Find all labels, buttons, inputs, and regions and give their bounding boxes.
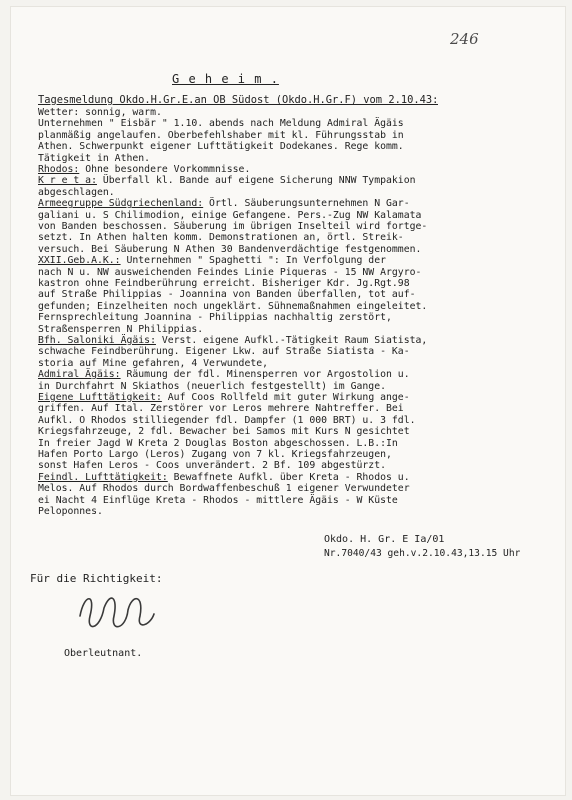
body-line: auf Straße Philippias - Joannina von Banden überfallen, tot auf- [38, 289, 416, 301]
sender-office: Okdo. H. Gr. E Ia/01 [324, 534, 445, 545]
body-line: storia auf Mine gefahren, 4 Verwundete, [38, 357, 269, 369]
body-line: setzt. In Athen halten komm. Demonstrationen an, örtl. Streik- [38, 232, 404, 244]
body-line: kastron ohne Feindberührung erreicht. Bisheriger Kdr. Jg.Rgt.98 [38, 278, 410, 289]
body-line: Melos. Auf Rhodos durch Bordwaffenbeschuß 1 eigener Verwundeter [38, 483, 410, 495]
body-line: galiani u. S Chilimodion, einige Gefangene. Pers.-Zug NW Kalamata [38, 209, 422, 221]
body-line: Eigene Lufttätigkeit: Auf Coos Rollfeld mit guter Wirkung ange- [38, 392, 410, 403]
body-line: in Durchfahrt N Skiathos (neuerlich festgestellt) im Gange. [38, 380, 386, 392]
body-line: Bfh. Saloniki Ägäis: Verst. eigene Aufkl.-Tätigkeit Raum Siatista, [38, 335, 428, 346]
body-line: ei Nacht 4 Einflüge Kreta - Rhodos - mittlere Ägäis - W Küste [38, 494, 398, 506]
body-line: Unternehmen " Eisbär " 1.10. abends nach Meldung Admiral Ägäis [38, 118, 404, 130]
body-line: Straßensperren N Philippias. [38, 323, 204, 335]
body-line: Feindl. Lufttätigkeit: Bewaffnete Aufkl. über Kreta - Rhodos u. [38, 471, 410, 483]
body-line: sonst Hafen Leros - Coos unverändert. 2 Bf. 109 abgestürzt. [38, 460, 386, 472]
body-line: Wetter: sonnig, warm. [38, 107, 162, 118]
body-line: Aufkl. O Rhodos stilliegender fdl. Dampfer (1 000 BRT) u. 3 fdl. [38, 414, 416, 426]
body-line: In freier Jagd W Kreta 2 Douglas Boston abgeschossen. L.B.:In [38, 437, 398, 449]
certification-label: Für die Richtigkeit: [30, 572, 163, 585]
classification-heading: G e h e i m . [172, 72, 279, 86]
body-line: Admiral Ägäis: Räumung der fdl. Minensperren vor Argostolion u. [38, 369, 410, 381]
page-number-handwritten: 246 [450, 30, 479, 48]
signature [70, 586, 170, 636]
body-line: Peloponnes. [38, 506, 103, 517]
report-header: Tagesmeldung Okdo.H.Gr.E.an OB Südost (Okdo.H.Gr.F) vom 2.10.43: [38, 94, 439, 106]
body-line: Tätigkeit in Athen. [38, 152, 151, 164]
body-line: K r e t a: Überfall kl. Bande auf eigene Sicherung NNW Tympakion [38, 175, 416, 187]
body-line: Athen. Schwerpunkt eigener Lufttätigkeit Dodekanes. Rege komm. [38, 141, 404, 153]
body-line: Rhodos: Ohne besondere Vorkommnisse. [38, 164, 251, 175]
body-line: Fernsprechleitung Joannina - Philippias nachhaltig zerstört, [38, 312, 392, 324]
body-line: abgeschlagen. [38, 186, 115, 198]
body-line: schwache Feindberührung. Eigener Lkw. auf Straße Siatista - Ka- [38, 346, 410, 358]
report-body [38, 107, 558, 527]
body-line: von Banden beschossen. Säuberung im übrigen Inselteil wird fortge- [38, 221, 428, 232]
signatory-rank: Oberleutnant. [64, 648, 143, 659]
body-line: planmäßig angelaufen. Oberbefehlshaber mit kl. Führungsstab in [38, 129, 404, 141]
body-line: Armeegruppe Südgriechenland: Örtl. Säuberungsunternehmen N Gar- [38, 198, 410, 210]
body-line: gefunden; Einzelheiten noch ungeklärt. Sühnemaßnahmen eingeleitet. [38, 300, 428, 312]
document-page [10, 6, 566, 796]
body-line: XXII.Geb.A.K.: Unternehmen " Spaghetti ": In Verfolgung der [38, 255, 386, 267]
body-line: Kriegsfahrzeuge, 2 fdl. Bewacher bei Samos mit Kurs N gesichtet [38, 426, 410, 438]
body-line: Hafen Porto Largo (Leros) Zugang von 7 kl. Kriegsfahrzeugen, [38, 449, 392, 460]
sender-reference: Nr.7040/43 geh.v.2.10.43,13.15 Uhr [324, 548, 521, 559]
body-line: nach N u. NW ausweichenden Feindes Linie Piqueras - 15 NW Argyro- [38, 266, 422, 278]
body-line: versuch. Bei Säuberung N Athen 30 Bandenverdächtige festgenommen. [38, 243, 422, 255]
body-line: griffen. Auf Ital. Zerstörer vor Leros mehrere Nahtreffer. Bei [38, 403, 404, 415]
